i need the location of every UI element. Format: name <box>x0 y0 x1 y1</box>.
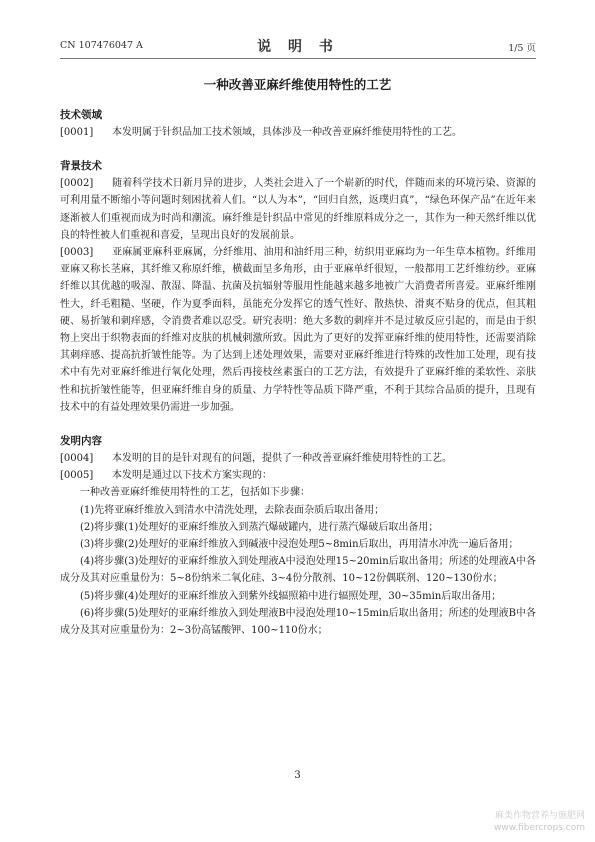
paragraph-text: 本发明是通过以下技术方案实现的： <box>112 470 272 482</box>
watermark-site-name: 麻类作物营养与施肥网 <box>494 811 585 821</box>
process-step-3: (3)将步骤(2)处理好的亚麻纤维放入到碱液中浸泡处理5~8min后取出，再用清水冲洗一遍后备用； <box>80 539 519 551</box>
page-number: 3 <box>294 770 301 781</box>
paragraph-text: 随着科学技术日新月异的进步，人类社会进入了一个崭新的时代，伴随而来的环境污染、资源的可利用量不断缩小等问题时刻困扰着人们。“以人为本”，“回归自然，返璞归真”，“绿色环保产品”在近年来逐渐被人们重视而成为时尚和潮流。麻纤维是针织品中常见的纤维原料成分之一，其作为一种天然纤维以优良的特性被人们重视和喜爱，呈现出良好的发展前景。 <box>60 178 536 241</box>
process-step-6: (6)将步骤(5)处理好的亚麻纤维放入到处理液B中浸泡处理10~15min后取出备用；所述的处理液B中各成分及其对应重量份为：2~3份高锰酸钾、100~110份水； <box>60 607 536 637</box>
section-heading-invention: 发明内容 <box>60 435 102 448</box>
process-step-5: (5)将步骤(4)处理好的亚麻纤维放入到紫外线辐照箱中进行辐照处理，30~35min后取出备用； <box>80 590 502 602</box>
process-step-1: (1)先将亚麻纤维放入到清水中清洗处理，去除表面杂质后取出备用； <box>80 504 385 516</box>
watermark-url: www.fibercrops.com <box>494 823 585 833</box>
section-heading-background: 背景技术 <box>60 160 102 173</box>
document-title: 一种改善亚麻纤维使用特性的工艺 <box>203 77 392 92</box>
page-header <box>60 36 536 56</box>
paragraph-text: 本发明属于针织品加工技术领域，具体涉及一种改善亚麻纤维使用特性的工艺。 <box>112 127 462 138</box>
watermark <box>494 810 585 834</box>
paragraph-0001 <box>60 124 536 141</box>
paragraph-number: [0002] <box>60 178 94 190</box>
header-page-indicator: 1/5 页 <box>508 43 536 54</box>
paragraph-number: [0003] <box>60 247 94 259</box>
paragraph-number: [0005] <box>60 470 94 482</box>
paragraph-number: [0001] <box>60 127 94 138</box>
process-intro: 一种改善亚麻纤维使用特性的工艺，包括如下步骤： <box>80 487 310 499</box>
publication-number: CN 107476047 A <box>60 40 143 51</box>
paragraph-0004 <box>60 450 536 467</box>
paragraph-0002 <box>60 175 536 244</box>
paragraph-0005 <box>60 467 536 484</box>
document-body <box>60 106 536 639</box>
paragraph-text: 本发明的目的是针对现有的问题，提供了一种改善亚麻纤维使用特性的工艺。 <box>112 453 452 465</box>
header-rule <box>60 58 536 59</box>
paragraph-text: 亚麻属亚麻科亚麻属，分纤维用、油用和油纤用三种，纺织用亚麻均为一年生草本植物。纤维用亚麻又称长茎麻，其纤维又称原纤维，横截面呈多角形，由于亚麻单纤很短，一般都用工艺纤维纺纱。亚麻纤维以其优越的吸湿、散湿、降温、抗菌及抗辐射等服用性能越来越多地被广大消费者所喜爱。亚麻纤维刚性大，纤毛粗糙、坚硬，作为夏季面料，虽能充分发挥它的透气性好、散热快、滑爽不贴身的优点，但其粗硬、易折皱和刺痒感，令消费者难以忍受。研究表明：绝大多数的刺痒并不是过敏反应引起的，而是由于织物上突出于织物表面的纤维对皮肤的机械刺激所致。因此为了更好的发挥亚麻纤维的使用特性，还需要消除其刺痒感、提高抗折皱性能等。为了达到上述处理效果，需要对亚麻纤维进行特殊的改性加工处理，现有技术中有先对亚麻纤维进行氧化处理，然后再接枝丝素蛋白的工艺方法，有效提升了亚麻纤维的柔软性、亲肤性和抗折皱性能等，但亚麻纤维自身的质量、力学特性等品质下降严重，不利于其综合品质的提升，且现有技术中的有益处理效果仍需进一步加强。 <box>60 247 536 413</box>
process-step-4: (4)将步骤(3)处理好的亚麻纤维放入到处理液A中浸泡处理15~20min后取出备用；所述的处理液A中各成分及其对应重量份为：5~8份纳米二氧化硅、3~4份分散剂、10~12份偶联剂、120~130份水； <box>60 556 536 585</box>
section-heading-tech-field: 技术领域 <box>60 109 102 121</box>
header-title: 说 明 书 <box>257 39 339 55</box>
paragraph-0003 <box>60 244 536 416</box>
process-step-2: (2)将步骤(1)处理好的亚麻纤维放入到蒸汽爆破罐内，进行蒸汽爆破后取出备用； <box>80 521 439 533</box>
paragraph-number: [0004] <box>60 453 94 465</box>
